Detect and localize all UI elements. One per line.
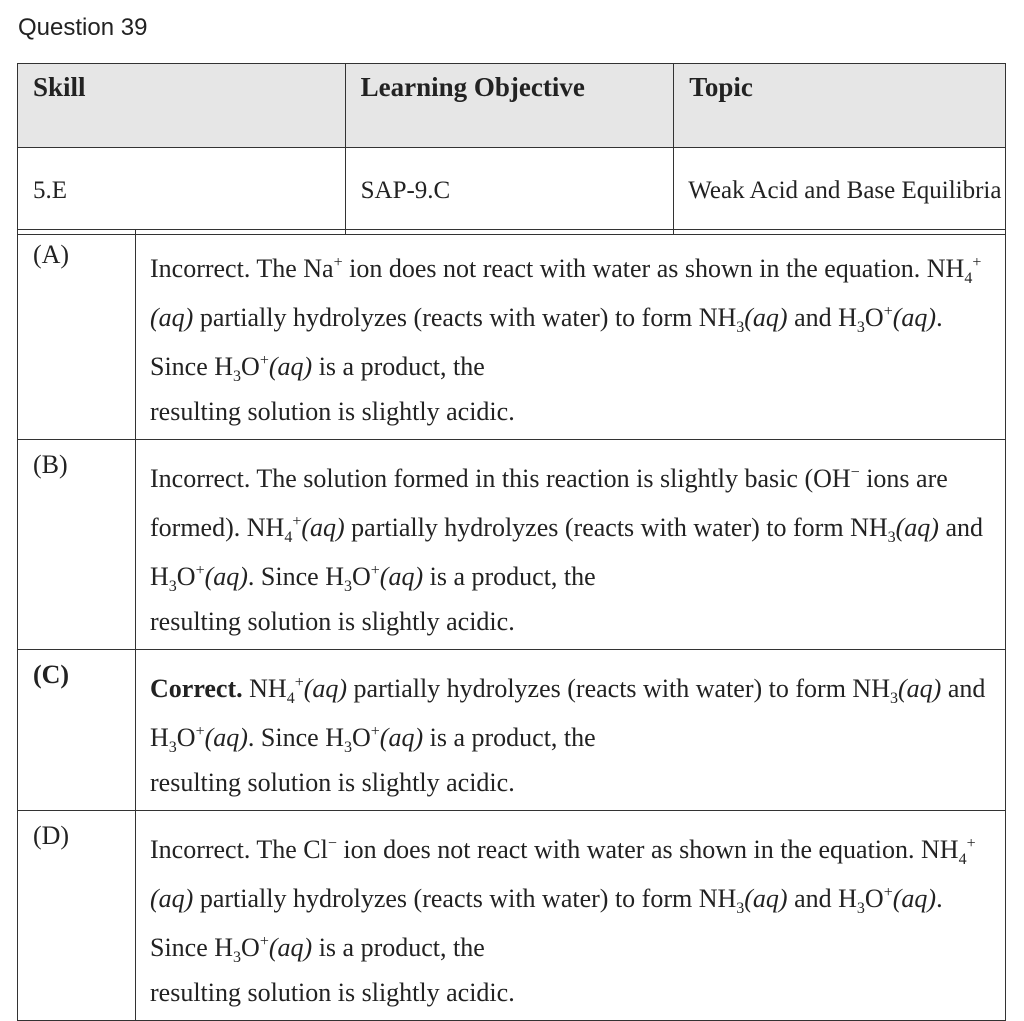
explanation-b-conclusion: resulting solution is slightly acidic.: [150, 607, 515, 636]
metadata-value-row: [18, 148, 1006, 235]
ammonium-formula: $NH_4^+(aq)$: [150, 254, 982, 332]
correct-label: Correct.: [150, 674, 243, 703]
answer-explanation-c: [136, 650, 1006, 811]
hydronium-formula: $H_3O^+(aq)$: [838, 303, 937, 336]
topic-value: Weak Acid and Base Equilibria: [674, 148, 1006, 235]
learning-objective-header: Learning Objective: [345, 64, 674, 148]
metadata-table: [17, 63, 1006, 235]
ammonia-formula: $NH_3(aq)$: [852, 674, 942, 707]
answer-explanations-table: [17, 229, 1006, 1021]
question-title: Question 39: [18, 14, 148, 41]
skill-value: 5.E: [18, 148, 346, 235]
answer-explanation-b: [136, 440, 1006, 650]
ammonium-formula: $NH_4^+(aq)$: [246, 513, 345, 546]
metadata-header-row: [18, 64, 1006, 148]
hydronium-formula: $H_3O^+(aq)$: [150, 562, 248, 595]
skill-header: Skill: [18, 64, 346, 148]
explanation-b-text: Incorrect. The solution formed in this reaction is slightly basic (OH− ions are formed). $NH_4^+(aq)$ partially hydrolyzes (reacts with water) to form $NH_3(aq)$ and $H_3O^+(aq)$. Since $H_3O^+(aq)$ is a product, the: [150, 464, 983, 595]
explanation-a-text: Incorrect. The Na+ ion does not react with water as shown in the equation. $NH_4^+(aq)$ partially hydrolyzes (reacts with water) to form $NH_3(aq)$ and $H_3O^+(aq)$. Since $H_3O^+(aq)$ is a product, the: [150, 254, 982, 385]
topic-header: Topic: [674, 64, 1006, 148]
answer-letter-a: (A): [18, 230, 136, 440]
explanation-d-text: Incorrect. The Cl− ion does not react with water as shown in the equation. $NH_4^+(aq)$ partially hydrolyzes (reacts with water) to form $NH_3(aq)$ and $H_3O^+(aq)$. Since $H_3O^+(aq)$ is a product, the: [150, 835, 976, 966]
answer-row-c: [18, 650, 1006, 811]
hydronium-formula: $H_3O^+(aq)$: [214, 352, 313, 385]
hydronium-formula: $H_3O^+(aq)$: [214, 933, 313, 966]
hydroxide-ion: OH−: [813, 464, 860, 493]
answer-row-a: [18, 230, 1006, 440]
sodium-ion: Na+: [303, 254, 343, 283]
answer-explanation-d: [136, 811, 1006, 1021]
explanation-d-conclusion: resulting solution is slightly acidic.: [150, 978, 515, 1007]
explanation-c-text: Correct. $NH_4^+(aq)$ partially hydrolyzes (reacts with water) to form $NH_3(aq)$ and $H_3O^+(aq)$. Since $H_3O^+(aq)$ is a product, the: [150, 674, 986, 756]
ammonia-formula: $NH_3(aq)$: [850, 513, 939, 546]
hydronium-formula: $H_3O^+(aq)$: [325, 723, 424, 756]
hydronium-formula: $H_3O^+(aq)$: [838, 884, 937, 917]
answer-letter-b: (B): [18, 440, 136, 650]
chloride-ion: Cl−: [303, 835, 337, 864]
hydronium-formula: $H_3O^+(aq)$: [325, 562, 424, 595]
explanation-a-conclusion: resulting solution is slightly acidic.: [150, 397, 515, 426]
ammonia-formula: $NH_3(aq)$: [698, 884, 788, 917]
explanation-c-conclusion: resulting solution is slightly acidic.: [150, 768, 515, 797]
ammonium-formula: $NH_4^+(aq)$: [249, 674, 348, 707]
answer-row-b: [18, 440, 1006, 650]
learning-objective-value: SAP-9.C: [345, 148, 674, 235]
ammonia-formula: $NH_3(aq)$: [698, 303, 788, 336]
answer-letter-d: (D): [18, 811, 136, 1021]
hydronium-formula: $H_3O^+(aq)$: [150, 723, 248, 756]
answer-row-d: [18, 811, 1006, 1021]
answer-letter-c: (C): [18, 650, 136, 811]
ammonium-formula: $NH_4^+(aq)$: [150, 835, 976, 913]
answer-explanation-a: [136, 230, 1006, 440]
